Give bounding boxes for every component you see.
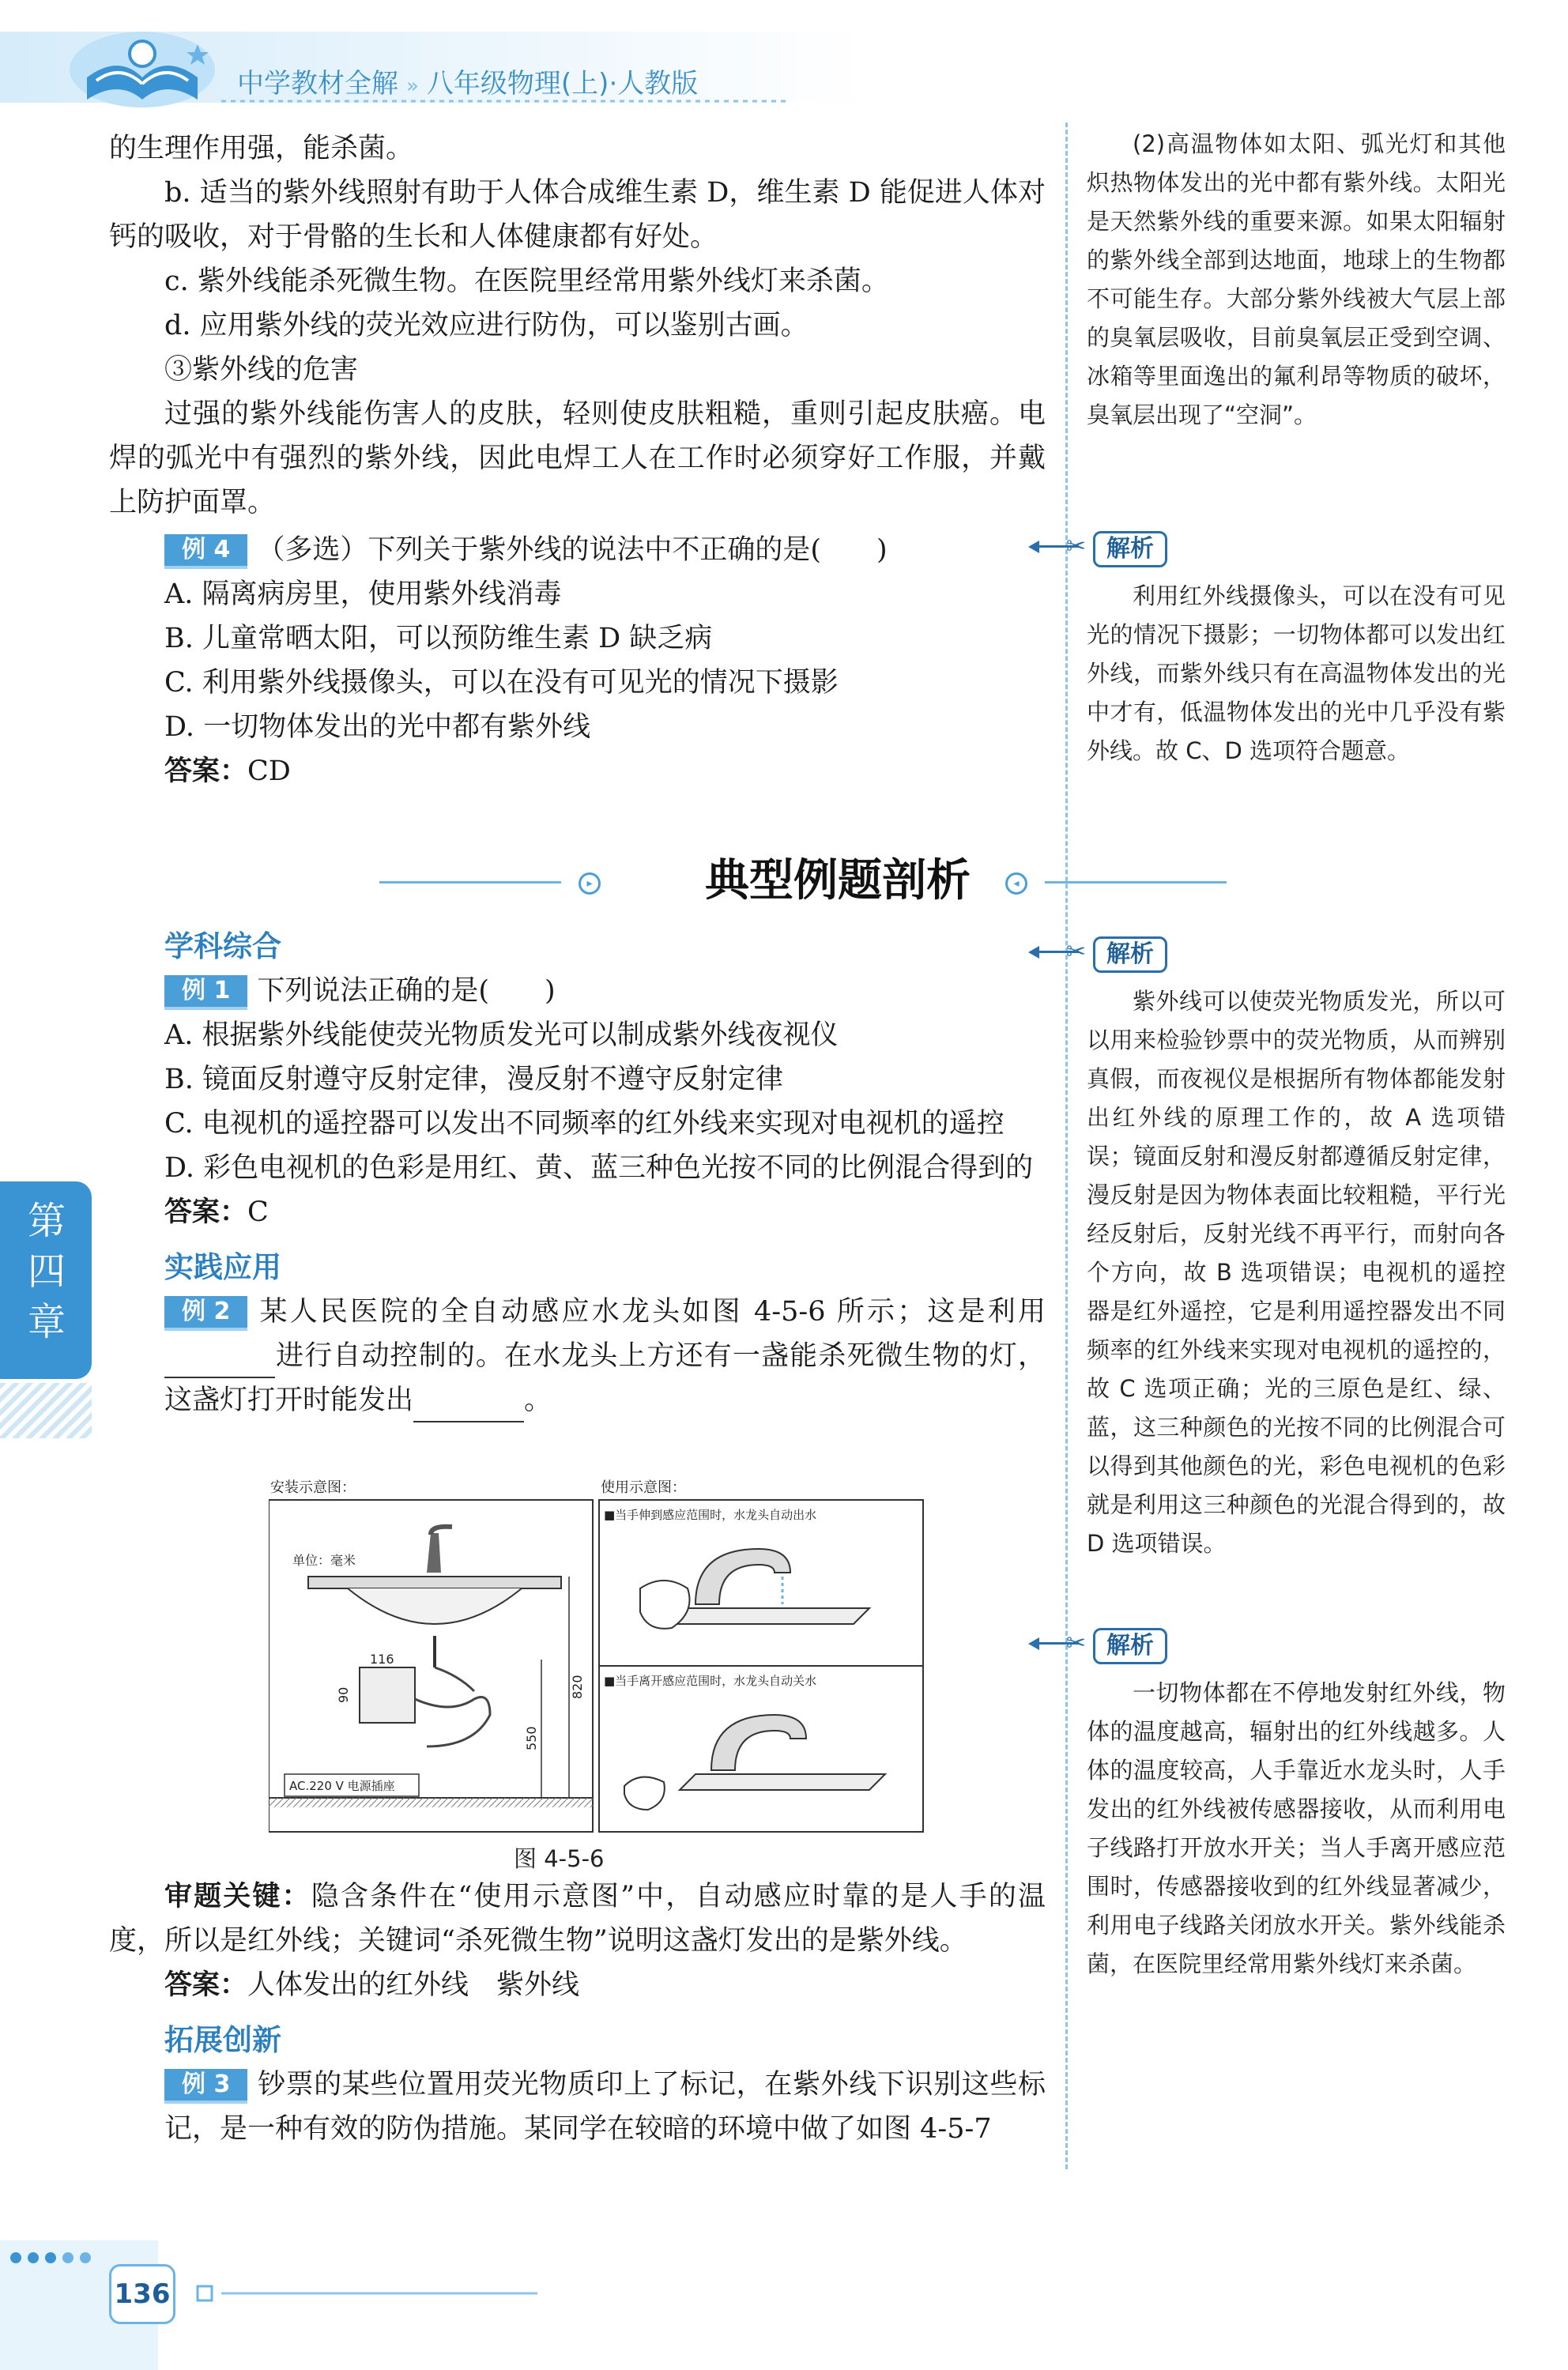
example3-question — [109, 2063, 1046, 2151]
main-column — [109, 126, 1046, 793]
title-left-arrow-icon: ▸ — [579, 872, 601, 895]
section-title-practice: 实践应用 — [164, 1250, 281, 1284]
answer-label: 答案： — [164, 755, 248, 787]
fig-use-label: 使用示意图： — [601, 1479, 686, 1496]
option: A. 隔离病房里，使用紫外线消毒 — [164, 578, 562, 610]
book-logo-icon — [63, 22, 221, 113]
figure-faucet — [269, 1478, 925, 1833]
example2-question — [109, 1290, 1046, 1422]
fig-dim-116: 116 — [370, 1652, 394, 1667]
intro-paragraph: b. 适当的紫外线照射有助于人体合成维生素 D，维生素 D 能促进人体对钙的吸收，对于骨骼的生长和人体健康都有好处。 — [109, 177, 1046, 253]
fig-unit-label: 单位：毫米 — [292, 1553, 356, 1568]
answer-value: CD — [247, 755, 291, 787]
answer-blank — [413, 1389, 524, 1422]
figure-caption: 图 4-5-6 — [514, 1845, 605, 1872]
header-book: 中学教材全解 — [237, 68, 398, 100]
typical-section-header — [371, 846, 1265, 917]
fig-dim-90: 90 — [336, 1686, 351, 1703]
example1-text: 下列说法正确的是( ) — [257, 975, 556, 1007]
fig-dim-820: 820 — [570, 1675, 585, 1699]
analysis-tag-label: 解析 — [1093, 1628, 1167, 1664]
fig-power-label: AC.220 V 电源插座 — [289, 1779, 395, 1793]
scissors-icon: ✂ — [1066, 1630, 1087, 1657]
header-separator: · — [609, 68, 618, 100]
chapter-tab-text: 第四章 — [27, 1199, 66, 1344]
option: B. 镜面反射遵守反射定律，漫反射不遵守反射定律 — [164, 1064, 783, 1095]
example2-key — [109, 1875, 1046, 1963]
analysis-tag-label: 解析 — [1093, 531, 1167, 567]
page-number: 136 — [109, 2264, 175, 2324]
intro-paragraph: 的生理作用强，能杀菌。 — [109, 133, 414, 164]
column-divider — [1065, 122, 1068, 2169]
answer-label: 答案： — [164, 1969, 248, 2001]
answer-blank — [164, 1345, 275, 1378]
fig-use-note-1: ■当手伸到感应范围时，水龙头自动出水 — [604, 1508, 817, 1522]
header-arrow-icon: » — [406, 74, 419, 98]
header-title — [237, 62, 698, 100]
fig-dim-550: 550 — [524, 1726, 539, 1750]
example2-label: 例 2 — [164, 1296, 247, 1331]
answer-label: 答案： — [164, 1196, 248, 1228]
example4-question — [109, 528, 1046, 572]
title-line-right — [1045, 881, 1227, 884]
intro-paragraph: 过强的紫外线能伤害人的皮肤，轻则使皮肤粗糙，重则引起皮肤癌。电焊的弧光中有强烈的紫外线，因此电焊工人在工作时必须穿好工作服，并戴上防护面罩。 — [109, 398, 1046, 518]
example2-text-b: 进行自动控制的。在水龙头上方还有一盏能杀死微生物的灯，这盏灯打开时能发出 — [164, 1340, 1046, 1416]
fig-use-note-2: ■当手离开感应范围时，水龙头自动关水 — [604, 1674, 817, 1688]
analysis-example4-text: 利用红外线摄像头，可以在没有可见光的情况下摄影；一切物体都可以发出红外线，而紫外线只有在高温物体发出的光中才有，低温物体发出的光中几乎没有紫外线。故 C、D 选项符合题意。 — [1087, 582, 1506, 764]
example1-label: 例 1 — [164, 975, 247, 1010]
section-title-integrated: 学科综合 — [164, 929, 281, 963]
intro-paragraph: d. 应用紫外线的荧光效应进行防伪，可以鉴别古画。 — [164, 310, 808, 341]
chapter-tab-stripe — [0, 1383, 92, 1438]
side-note-top-text: (2)高温物体如太阳、弧光灯和其他炽热物体发出的光中都有紫外线。太阳光是天然紫外线的重要来源。如果太阳辐射的紫外线全部到达地面，地球上的生物都不可能生存。大部分紫外线被大气层上部的臭氧层吸收，目前臭氧层正受到空调、冰箱等里面逸出的氟利昂等物质的破坏，臭氧层出现了“空洞”。 — [1087, 130, 1506, 428]
chapter-tab — [0, 1181, 92, 1379]
analysis-example1-text: 紫外线可以使荧光物质发光，所以可以用来检验钞票中的荧光物质，从而辨别真假，而夜视仪是根据所有物体都能发射出红外线的原理工作的，故 A 选项错误；镜面反射和漫反射都遵循反射定律，漫反射是因为物体表面比较粗糙，平行光经反射后，反射光线不再平行，而射向各个方向，故 B 选项错误；电视机的遥控器是红外遥控，它是利用遥控器发出不同频率的红外线来实现对电视机的遥控的，故 C 选项正确；光的三原色是红、绿、蓝，这三种颜色的光按不同的比例混合可以得到其他颜色的光，彩色电视机的色彩就是利用这三种颜色的光混合得到的，故 D 选项错误。 — [1087, 988, 1506, 1557]
example4-label: 例 4 — [164, 534, 247, 569]
example3-text: 钞票的某些位置用荧光物质印上了标记，在紫外线下识别这些标记，是一种有效的防伪措施。某同学在较暗的环境中做了如图 4-5-7 — [164, 2069, 1046, 2145]
analysis-example2-text: 一切物体都在不停地发射红外线，物体的温度越高，辐射出的红外线越多。人体的温度较高，人手靠近水龙头时，人手发出的红外线被传感器接收，从而利用电子线路打开放水开关；当人手离开感应范围时，传感器接收到的红外线显著减少，利用电子线路关闭放水开关。紫外线能杀菌，在医院里经常用紫外线灯来杀菌。 — [1087, 1679, 1506, 1977]
intro-paragraph: ③紫外线的危害 — [164, 354, 359, 386]
option: A. 根据紫外线能使荧光物质发光可以制成紫外线夜视仪 — [164, 1019, 839, 1051]
example2-text-c: 。 — [524, 1385, 552, 1416]
key-label: 审题关键： — [164, 1880, 311, 1912]
analysis-example2 — [1087, 1674, 1506, 1984]
header-decoration — [0, 0, 1568, 119]
answer-value: 人体发出的红外线 紫外线 — [247, 1969, 580, 2001]
page-header — [0, 0, 1568, 119]
option: D. 彩色电视机的色彩是用红、黄、蓝三种色光按不同的比例混合得到的 — [164, 1152, 1034, 1184]
example1-answer — [109, 1190, 1046, 1234]
header-edition: 人教版 — [617, 68, 699, 100]
analysis-tag-label: 解析 — [1093, 936, 1167, 973]
examples-column — [109, 925, 1046, 1422]
answer-value: C — [247, 1196, 269, 1228]
key-text: 隐含条件在“使用示意图”中，自动感应时靠的是人手的温度，所以是红外线；关键词“杀死微生物”说明这盏灯发出的是紫外线。 — [109, 1881, 1046, 1957]
typical-title: 典型例题剖析 — [705, 855, 971, 906]
examples-column-lower — [109, 1875, 1046, 2151]
example4-text: （多选）下列关于紫外线的说法中不正确的是( ) — [257, 534, 888, 566]
intro-paragraph: c. 紫外线能杀死微生物。在医院里经常用紫外线灯来杀菌。 — [164, 266, 889, 297]
scissors-icon: ✂ — [1066, 938, 1087, 966]
title-line-left — [379, 881, 561, 884]
example2-text-a: 某人民医院的全自动感应水龙头如图 4-5-6 所示；这是利用 — [257, 1296, 1046, 1328]
scissors-icon: ✂ — [1066, 533, 1087, 560]
option: C. 利用紫外线摄像头，可以在没有可见光的情况下摄影 — [164, 667, 839, 699]
example4-answer — [109, 749, 1046, 793]
option: C. 电视机的遥控器可以发出不同频率的红外线来实现对电视机的遥控 — [164, 1108, 1004, 1140]
analysis-example1 — [1087, 982, 1506, 1563]
header-subject: 八年级物理(上) — [426, 68, 609, 100]
title-right-arrow-icon: ◂ — [1005, 872, 1027, 895]
analysis-example4 — [1087, 577, 1506, 771]
option: D. 一切物体发出的光中都有紫外线 — [164, 711, 591, 743]
example2-answer — [109, 1963, 1046, 2007]
footer-decoration — [0, 2240, 553, 2370]
section-title-innovation: 拓展创新 — [164, 2023, 281, 2057]
example1-question — [109, 969, 1046, 1013]
option: B. 儿童常晒太阳，可以预防维生素 D 缺乏病 — [164, 623, 713, 654]
fig-install-label: 安装示意图： — [270, 1479, 356, 1496]
example3-label: 例 3 — [164, 2069, 247, 2104]
side-note-top — [1087, 125, 1506, 435]
